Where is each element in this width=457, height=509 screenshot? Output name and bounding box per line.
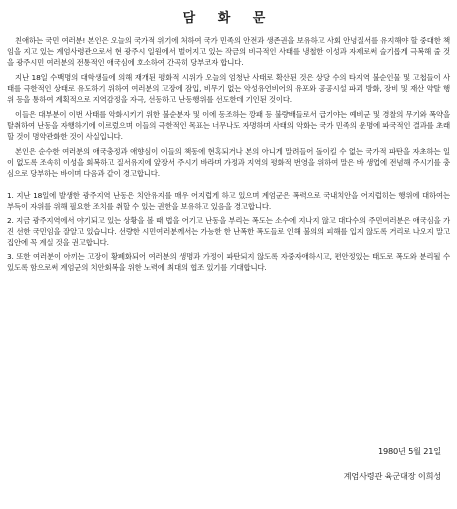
warning-list [7,190,450,273]
paragraph-4: 본인은 순수한 여러분의 애국충정과 애향심이 이들의 책동에 현혹되거나 본의 아니게 말려들어 돌이킬 수 없는 국가적 파탄을 자초하는 일이 없도록 조속히 이성을 회복하고 질서유지에 앞장서 주시기 바라며 가정과 지역의 평화적 번영을 위하여 말은 바 생업에 전념해 주시기를 충심으로 당부하는 바이며 다음과 같이 경고합니다. [7,147,450,178]
warning-item-3: 3. 또한 여러분이 아끼는 고장이 황폐화되어 여러분의 생명과 가정이 파탄되지 않도록 자중자애하시고, 편안정있는 태도로 폭도와 분리될 수 있도록 함으로써 계엄군의 치안회복을 위한 노력에 최대의 협조 있기를 기대합니다. [7,252,450,272]
paragraph-1: 친애하는 국민 여러분! 본인은 오늘의 국가적 위기에 처하여 국가 민족의 안전과 생존권을 보유하고 사회 안녕질서를 유지해야 할 중대한 책임을 지고 있는 계엄사령관으로서 현 광주시 일원에서 벌어지고 있는 작금의 비극적인 사태를 냉철한 이성과 자제로써 슬기롭게 극복해 줄 것을 광주시민 여러분의 전통적인 애국심에 호소하여 간곡히 당부코자 합니다. [7,36,450,67]
warning-item-1: 1. 지난 18일에 발생한 광주지역 난동은 치안유지를 매우 어지럽게 하고 있으며 계엄군은 폭력으로 국내치안을 어지럽히는 행위에 대하여는 부득이 자위를 위해 필요한 조치를 취할 수 있는 권한을 보유하고 있음을 경고합니다. [7,191,450,211]
section-spacer [7,183,450,190]
issue-date: 1980년 5월 21일 [378,446,441,456]
paragraph-3: 이들은 대부분이 이번 사태를 악화시키기 위한 불순분자 및 이에 동조하는 깡패 등 불량배들로서 급기야는 예비군 및 경찰의 무기와 폭약을 탈취하여 난동을 자행하기에 이르렀으며 이들의 극한적인 목표는 너무나도 자명하며 사태의 악화는 국가 민족의 운명에 파국적인 결과를 초래할 것이 명약관화한 것이 사실입니다. [7,110,450,141]
document-title: 담 화 문 [182,11,275,26]
warning-item-2: 2. 지금 광주지역에서 야기되고 있는 상황을 볼 때 법을 어기고 난동을 부리는 폭도는 소수에 지나지 않고 대다수의 주민여러분은 애국심을 가진 선한 국민임을 잘알고 있습니다. 선량한 시민여러분께서는 가능한 한 난폭한 폭도들로 인해 불의의 피해를 입지 않도록 거리로 나오지 말고 집안에 꼭 계실 것을 권고합니다. [7,216,450,247]
paragraph-2: 지난 18일 수백명의 대학생들에 의해 재개된 평화적 시위가 오늘의 엄청난 사태로 확산된 것은 상당 수의 타지역 불순인물 및 고첩들이 사태를 극한적인 상태로 유도하기 위하여 여러분의 고장에 잠입, 비무기 없는 악성유언비어의 유포와 공공시설 파괴 방화, 장비 및 재산 약탈 행위 등을 통하여 계획적으로 지역감정을 자극, 선동하고 난동행위를 선도한데 기인된 것이다. [7,73,450,104]
signer-name: 계엄사령관 육군대장 이희성 [343,471,441,481]
